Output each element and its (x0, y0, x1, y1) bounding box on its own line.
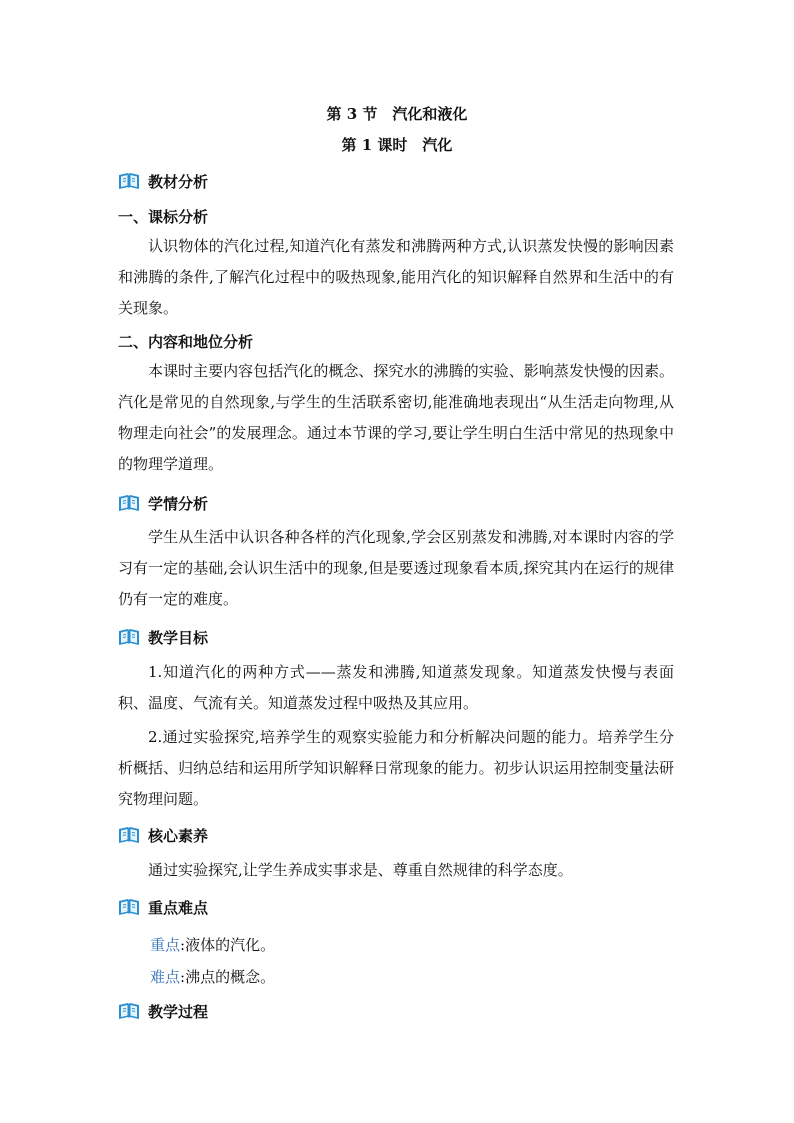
paragraph-goal-1: 1.知道汽化的两种方式——蒸发和沸腾,知道蒸发现象。知道蒸发快慢与表面积、温度、气流有关。知道蒸发过程中吸热及其应用。 (118, 663, 674, 712)
section-title: 第 3 节 汽化和液化 (326, 105, 468, 123)
lesson-title: 第 1 课时 汽化 (341, 136, 453, 154)
section-key-difficult (118, 897, 208, 917)
key-point-text: :液体的汽化。 (180, 936, 276, 954)
section-teaching-process (118, 1001, 208, 1021)
book-icon (118, 628, 140, 646)
subheading-content-position: 二、内容和地位分析 (118, 333, 254, 351)
section-label: 教材分析 (148, 172, 209, 191)
difficult-point-text: :沸点的概念。 (180, 968, 276, 986)
section-label: 学情分析 (148, 494, 209, 513)
difficult-point-label: 难点 (150, 968, 181, 986)
paragraph-literacy: 通过实验探究,让学生养成实事求是、尊重自然规律的科学态度。 (148, 861, 573, 879)
book-icon (118, 898, 140, 916)
paragraph-goal-2: 2.通过实验探究,培养学生的观察实验能力和分析解决问题的能力。培养学生分析概括、归纳总结和运用所学知识解释日常现象的能力。初步认识运用控制变量法研究物理问题。 (118, 728, 674, 808)
book-icon (118, 172, 140, 190)
difficult-point-line (150, 966, 275, 987)
paragraph-content-position: 本课时主要内容包括汽化的概念、探究水的沸腾的实验、影响蒸发快慢的因素。汽化是常见的自然现象,与学生的生活联系密切,能准确地表现出“从生活走向物理,从物理走向社会”的发展理念。通过本节课的学习,要让学生明白生活中常见的热现象中的物理学道理。 (118, 362, 674, 473)
section-material-analysis (118, 171, 208, 191)
paragraph-learner: 学生从生活中认识各种各样的汽化现象,学会区别蒸发和沸腾,对本课时内容的学习有一定的基础,会认识生活中的现象,但是要透过现象看本质,探究其内在运行的规律仍有一定的难度。 (118, 528, 674, 608)
subheading-curriculum: 一、课标分析 (118, 208, 209, 226)
book-icon (118, 826, 140, 844)
book-icon (118, 494, 140, 512)
section-core-literacy (118, 825, 208, 845)
section-label: 重点难点 (148, 898, 209, 917)
section-label: 核心素养 (148, 826, 209, 845)
section-label: 教学过程 (148, 1002, 209, 1021)
key-point-line (150, 934, 275, 955)
key-point-label: 重点 (150, 936, 181, 954)
section-teaching-goals (118, 627, 208, 647)
section-label: 教学目标 (148, 628, 209, 647)
book-icon (118, 1002, 140, 1020)
paragraph-curriculum: 认识物体的汽化过程,知道汽化有蒸发和沸腾两种方式,认识蒸发快慢的影响因素和沸腾的条件,了解汽化过程中的吸热现象,能用汽化的知识解释自然界和生活中的有关现象。 (118, 237, 674, 317)
section-learner-analysis (118, 493, 208, 513)
